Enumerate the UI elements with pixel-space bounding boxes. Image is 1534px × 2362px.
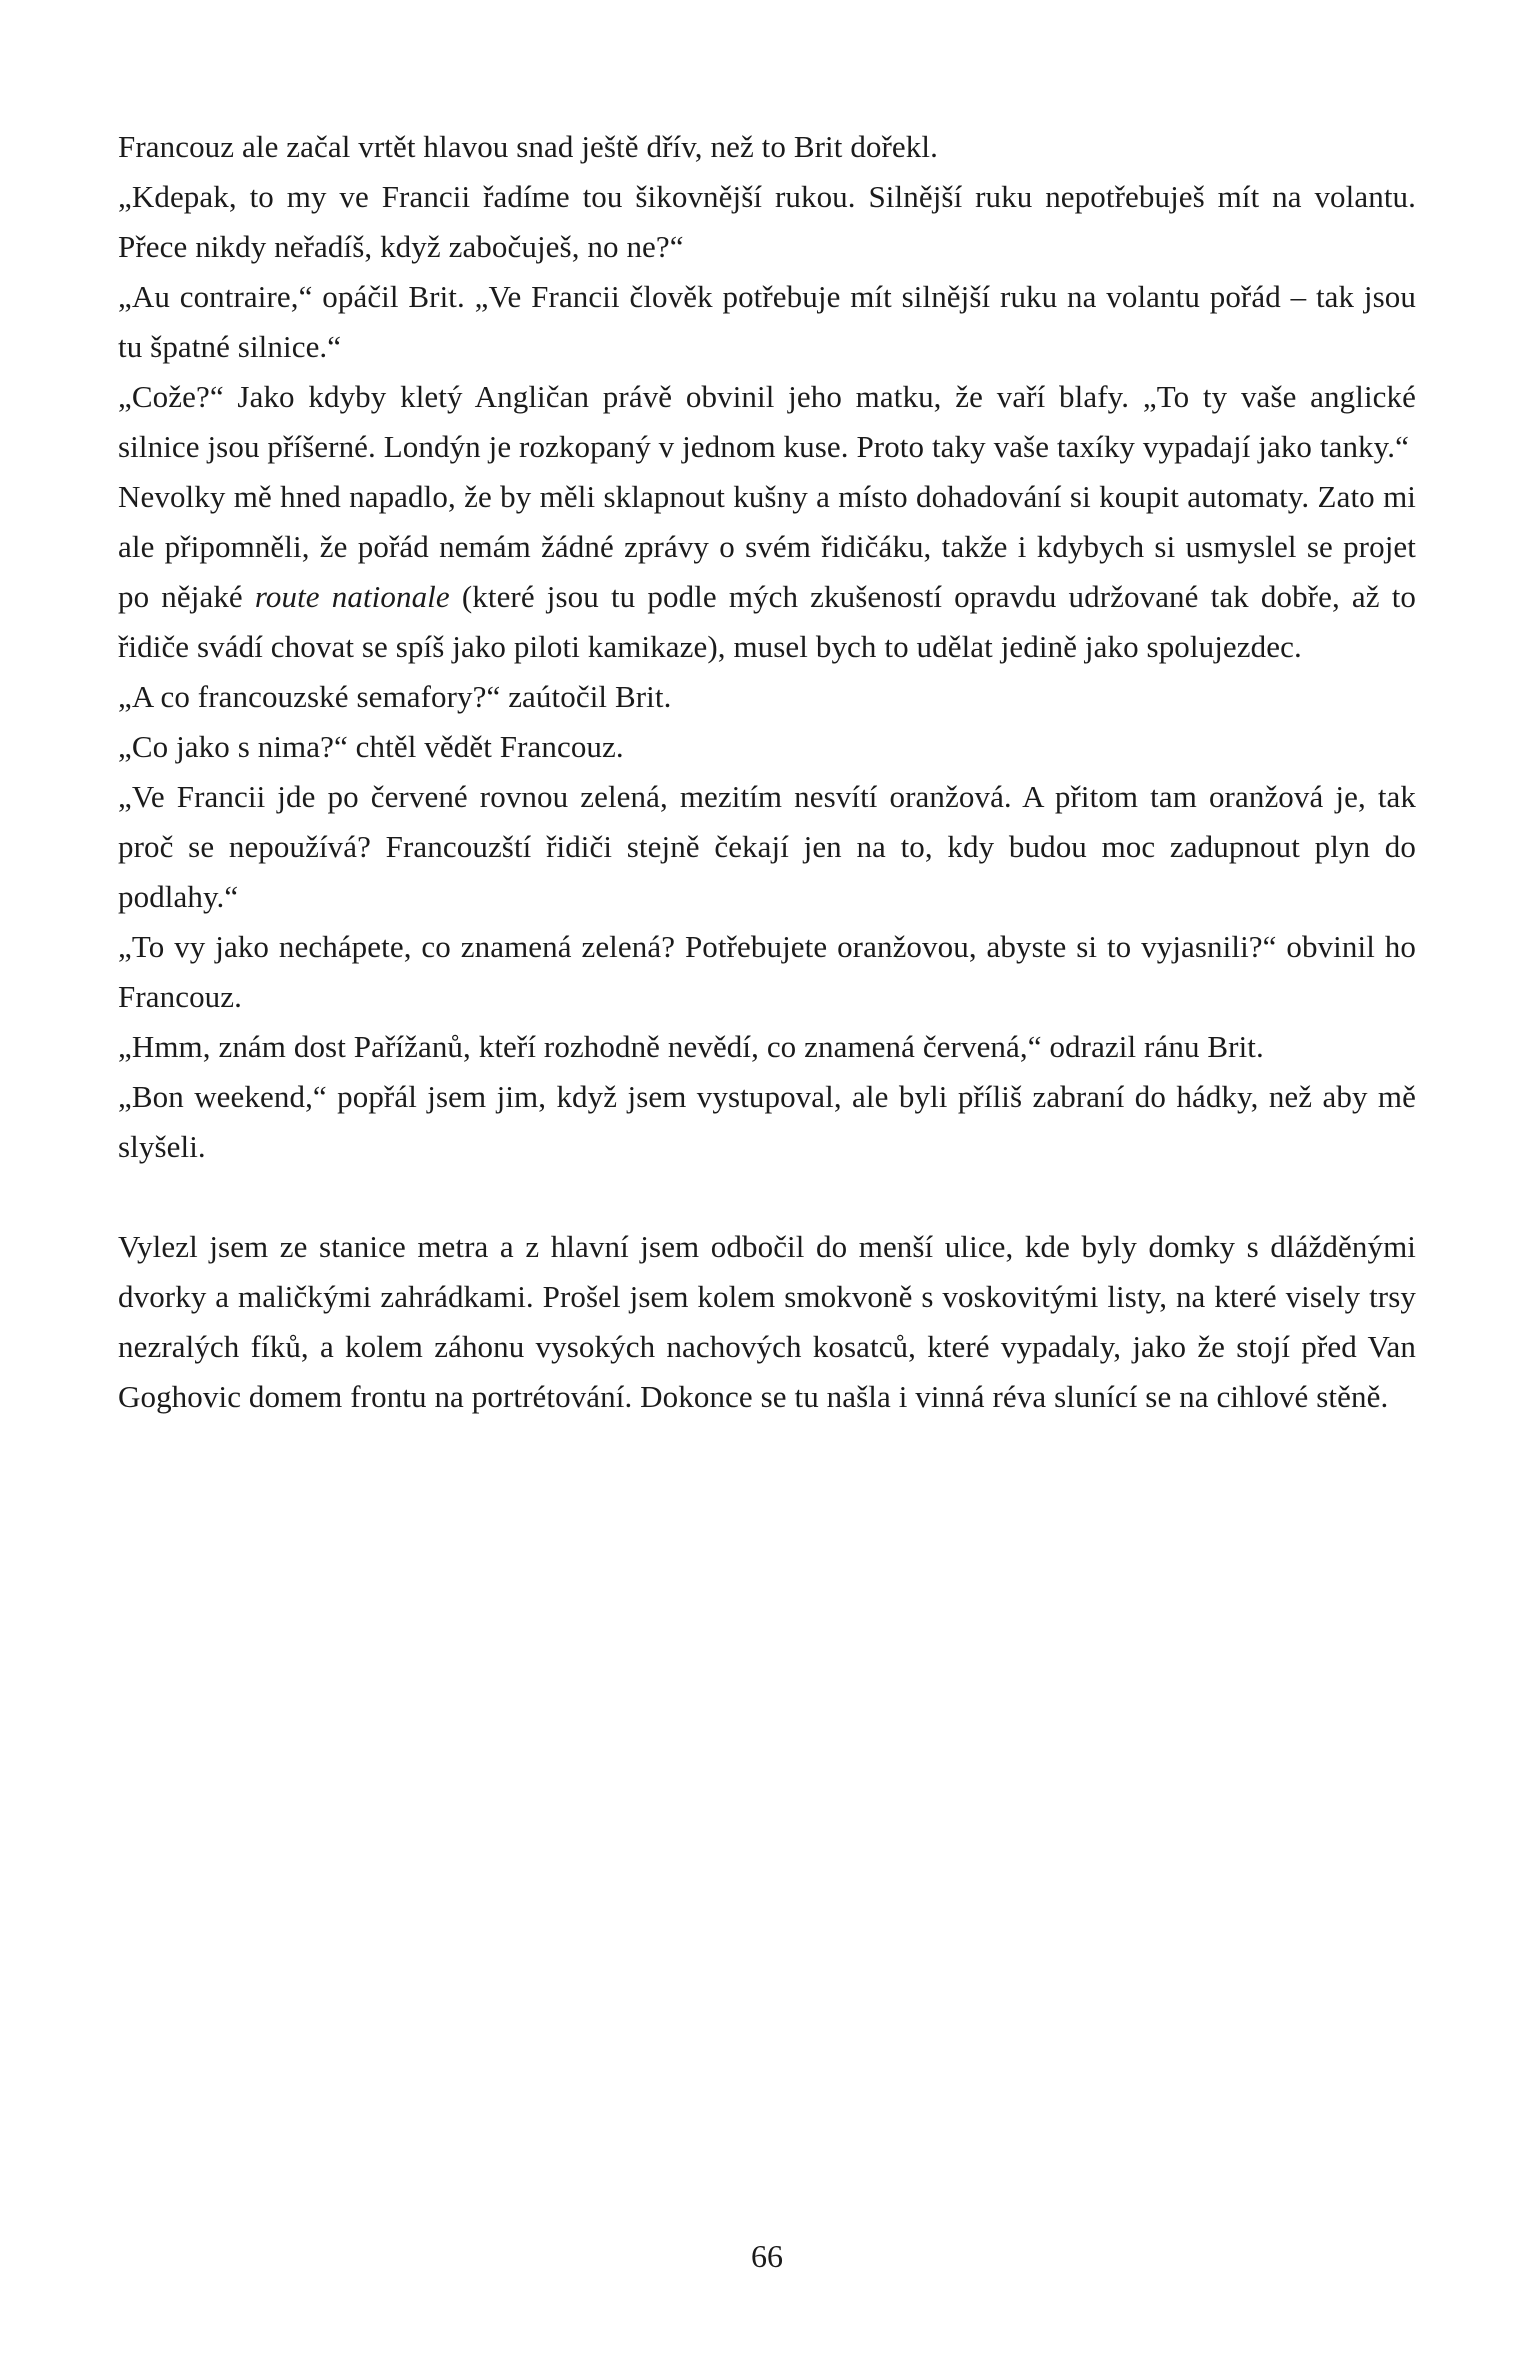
page-number: 66 — [751, 2238, 783, 2274]
paragraph-narration-3: Vylezl jsem ze stanice metra a z hlavní jsem odbočil do menší ulice, kde byly domky s dlážděnými dvorky a maličkými zahrádkami. Prošel jsem kolem smokvoně s voskovitými listy, na které visely trsy nezralých fíků, a kolem záhonu vysokých nachových kosatců, které vypadaly, jako že stojí před Van Goghovic domem frontu na portrétování. Dokonce se tu našla i vinná réva slunící se na cihlové stěně. — [118, 1229, 1416, 1414]
paragraph-dialogue-3: „Cože?“ Jako kdyby kletý Angličan právě obvinil jeho matku, že vaří blafy. „To ty vaše anglické silnice jsou příšerné. Londýn je rozkopaný v jednom kuse. Proto taky vaše taxíky vypadají jako tanky.“ — [118, 379, 1416, 464]
paragraph-dialogue-4: „A co francouzské semafory?“ zaútočil Brit. — [118, 679, 672, 714]
paragraph-narration-1: Francouz ale začal vrtět hlavou snad ještě dřív, než to Brit dořekl. — [118, 129, 938, 164]
paragraph-dialogue-1: „Kdepak, to my ve Francii řadíme tou šikovnější rukou. Silnější ruku nepotřebuješ mít na volantu. Přece nikdy neřadíš, když zabočuješ, no ne?“ — [118, 179, 1416, 264]
paragraph-dialogue-8: „Hmm, znám dost Pařížanů, kteří rozhodně nevědí, co znamená červená,“ odrazil ránu Brit. — [118, 1029, 1264, 1064]
paragraph-narration-2 — [118, 472, 1416, 672]
paragraph-narration-2-italic: route nationale — [254, 579, 450, 614]
paragraph-narration-2-pre: Nevolky mě hned napadlo, že by měli sklapnout kušny a místo dohadování si koupit automaty. Zato mi ale připomněli, že pořád nemám žádné zprávy o svém řidičáku, takže i kdybych si usmyslel se projet po nějaké — [118, 479, 1416, 614]
paragraph-dialogue-2: „Au contraire,“ opáčil Brit. „Ve Francii člověk potřebuje mít silnější ruku na volantu pořád – tak jsou tu špatné silnice.“ — [118, 279, 1416, 364]
page-text — [118, 122, 1416, 1422]
paragraph-dialogue-9: „Bon weekend,“ popřál jsem jim, když jsem vystupoval, ale byli příliš zabraní do hádky, než aby mě slyšeli. — [118, 1079, 1416, 1164]
paragraph-narration-2-post: (které jsou tu podle mých zkušeností opravdu udržované tak dobře, až to řidiče svádí chovat se spíš jako piloti kamikaze), musel bych to udělat jedině jako spolujezdec. — [118, 579, 1417, 664]
paragraph-dialogue-6: „Ve Francii jde po červené rovnou zelená, mezitím nesvítí oranžová. A přitom tam oranžová je, tak proč se nepoužívá? Francouzští řidiči stejně čekají jen na to, kdy budou moc zadupnout plyn do podlahy.“ — [118, 779, 1416, 914]
paragraph-dialogue-5: „Co jako s nima?“ chtěl vědět Francouz. — [118, 729, 624, 764]
paragraph-dialogue-7: „To vy jako nechápete, co znamená zelená? Potřebujete oranžovou, abyste si to vyjasnili?“ obvinil ho Francouz. — [118, 929, 1416, 1014]
